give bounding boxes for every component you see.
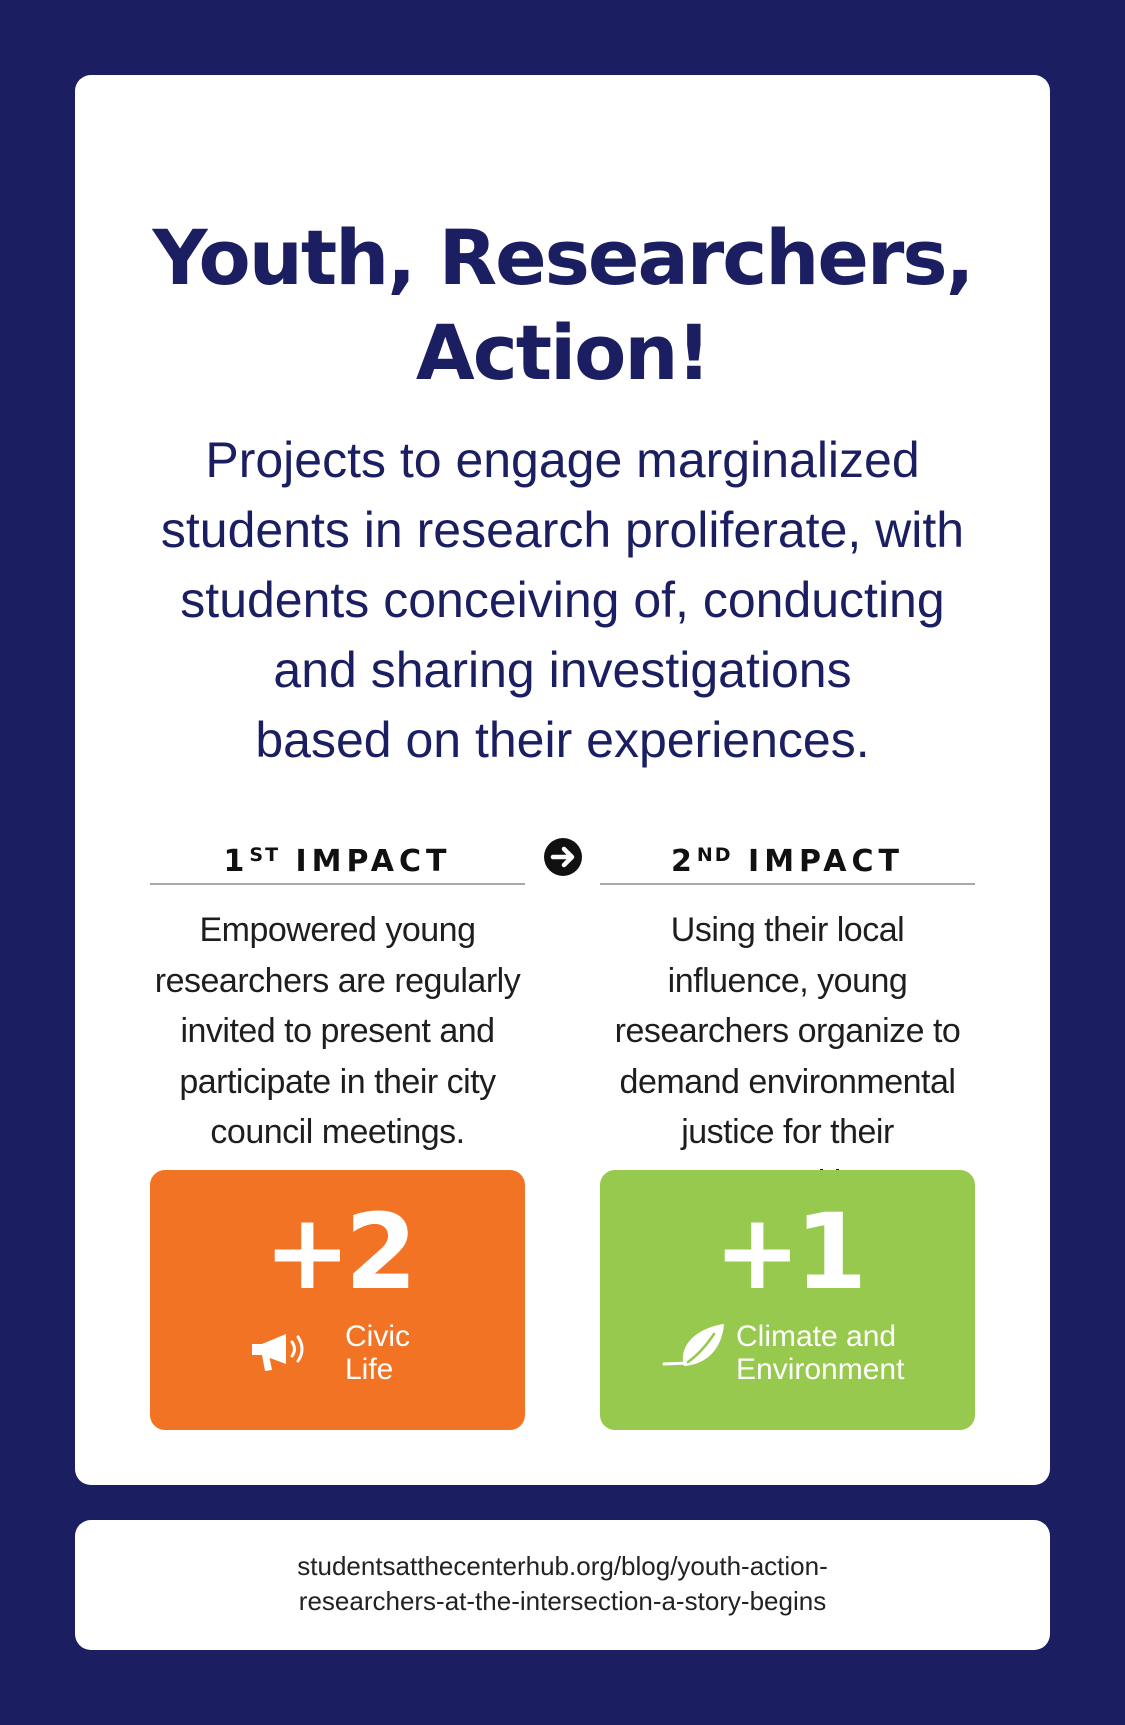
description-line: council meetings. xyxy=(210,1113,465,1151)
ordinal-suffix: ST xyxy=(249,844,281,866)
description-line: Empowered young xyxy=(199,911,476,949)
arrow-right-circle-icon xyxy=(543,837,583,877)
civic-life-tile xyxy=(150,1170,525,1430)
ordinal-number: 2 xyxy=(671,844,697,879)
description-line: justice for their xyxy=(681,1113,894,1151)
description-line: demand environmental xyxy=(619,1062,956,1101)
source-url[interactable] xyxy=(75,1549,1050,1619)
impact-label: IMPACT xyxy=(748,844,904,879)
description-line: researchers are regularly xyxy=(154,961,521,1000)
description-line: participate in their city xyxy=(179,1062,496,1101)
footer-card xyxy=(75,1520,1050,1650)
second-impact-description xyxy=(600,905,975,1208)
description-line: invited to present and xyxy=(180,1012,495,1050)
title-line: Action! xyxy=(415,308,710,397)
tile-value: +2 xyxy=(263,1191,412,1313)
impact-label: IMPACT xyxy=(295,844,452,879)
url-line[interactable]: researchers-at-the-intersection-a-story-begins xyxy=(298,1586,827,1616)
megaphone-icon xyxy=(250,1328,312,1374)
url-line[interactable]: studentsatthecenterhub.org/blog/youth-action- xyxy=(297,1551,828,1581)
first-impact-description xyxy=(150,905,525,1158)
tile-label: Civic Life xyxy=(345,1320,410,1386)
subtitle-line: Projects to engage marginalized xyxy=(205,432,920,488)
first-impact-heading xyxy=(150,830,525,885)
subtitle xyxy=(115,425,1010,775)
description-line: Using their local xyxy=(670,911,905,949)
tile-label: Climate and Environment xyxy=(736,1320,905,1386)
subtitle-line: and sharing investigations xyxy=(273,642,852,698)
subtitle-line: students in research proliferate, with xyxy=(160,502,965,558)
description-line: researchers organize to xyxy=(614,1012,961,1050)
subtitle-line: based on their experiences. xyxy=(255,712,870,768)
description-line: influence, young xyxy=(667,961,908,1000)
title-line: Youth, Researchers, xyxy=(152,213,973,302)
climate-environment-tile xyxy=(600,1170,975,1430)
ordinal-suffix: ND xyxy=(696,844,733,866)
tile-value: +1 xyxy=(713,1191,862,1313)
second-impact-heading xyxy=(600,830,975,885)
main-card xyxy=(75,75,1050,1485)
ordinal-number: 1 xyxy=(223,844,250,879)
subtitle-line: students conceiving of, conducting xyxy=(180,572,945,628)
leaf-icon xyxy=(662,1320,728,1370)
page-title xyxy=(75,210,1050,400)
